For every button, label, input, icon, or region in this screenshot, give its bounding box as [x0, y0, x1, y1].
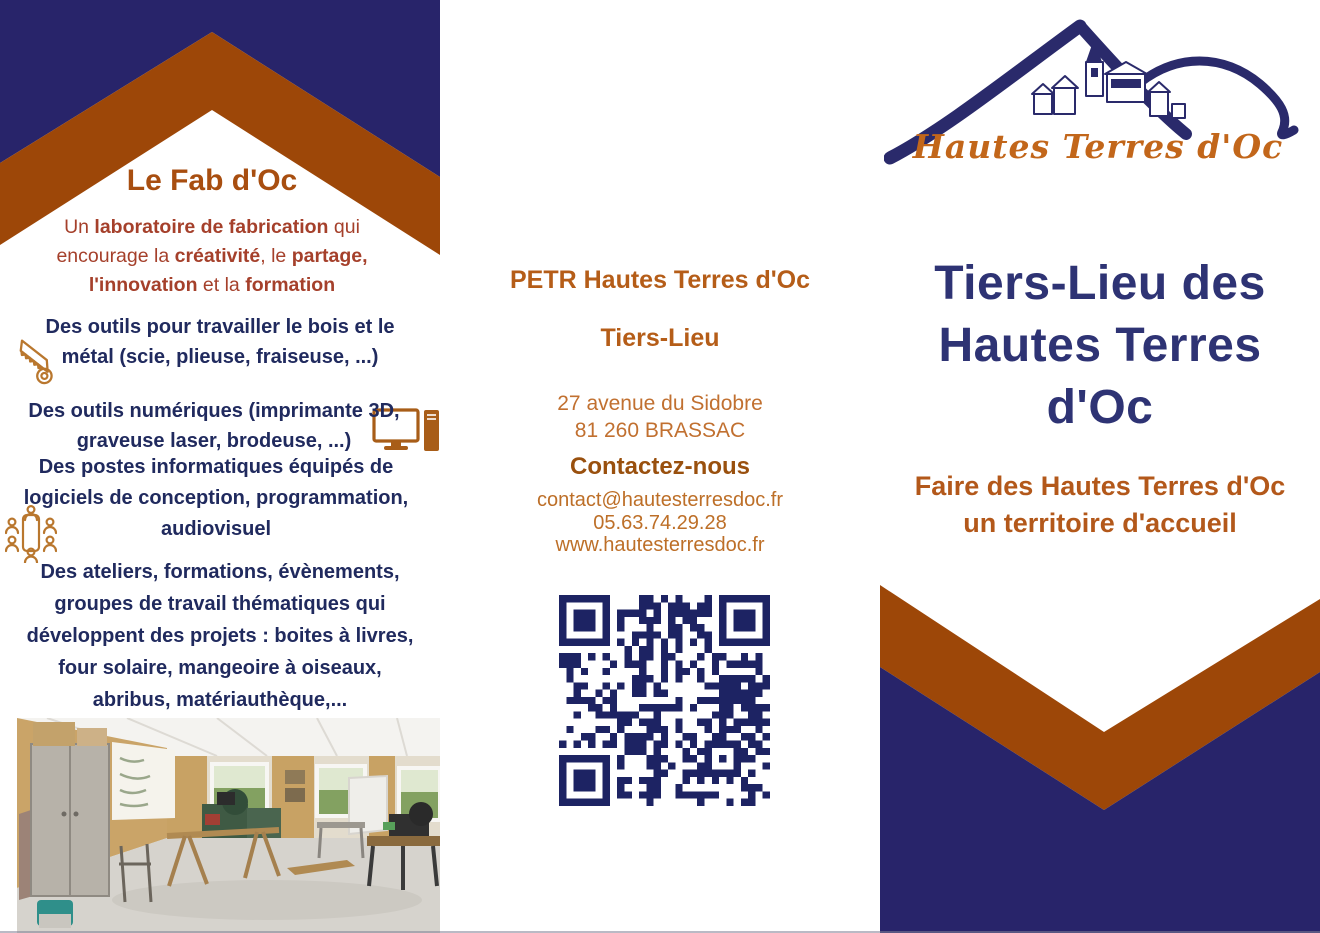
subtitle-tagline: Faire des Hautes Terres d'Oc un territoire d'accueil [914, 471, 1286, 538]
contact-details: contact@hautesterresdoc.fr 05.63.74.29.28 www.hautesterresdoc.fr [537, 489, 783, 556]
feature-tools-wood-metal: Des outils pour travailler le bois et le métal (scie, plieuse, fraiseuse, ...) [45, 316, 395, 368]
organisation-name: PETR Hautes Terres d'Oc [509, 266, 811, 294]
hautes-terres-doc-logo [884, 12, 1312, 174]
logo-wordmark: Hautes Terres d'Oc [912, 127, 1284, 166]
feature-digital-tools: Des outils numériques (imprimante 3D, graveuse laser, brodeuse, ...) [28, 400, 400, 452]
place-name: Tiers-Lieu [600, 324, 720, 352]
workshop-photo [17, 718, 440, 933]
contact-heading: Contactez-nous [570, 453, 750, 480]
left-panel-title: Le Fab d'Oc [126, 164, 298, 197]
intro-paragraph: Un laboratoire de fabrication qui encourage la créativité, le partage, l'innovation et la formation [56, 216, 368, 296]
feature-workshops-events: Des ateliers, formations, évènements, groupes de travail thématiques qui développent des projets : boites à livres, four solaire, mangeoire à oiseaux, abribus, matériauthèque,... [26, 561, 414, 711]
main-title: Tiers-Lieu des Hautes Terres d'Oc [934, 257, 1266, 434]
feature-computer-stations: Des postes informatiques équipés de logiciels de conception, programmation, audiovisuel [23, 456, 409, 540]
qr-code [559, 595, 770, 806]
bottom-chevron-decoration [880, 583, 1320, 933]
postal-address: 27 avenue du Sidobre 81 260 BRASSAC [557, 392, 763, 442]
